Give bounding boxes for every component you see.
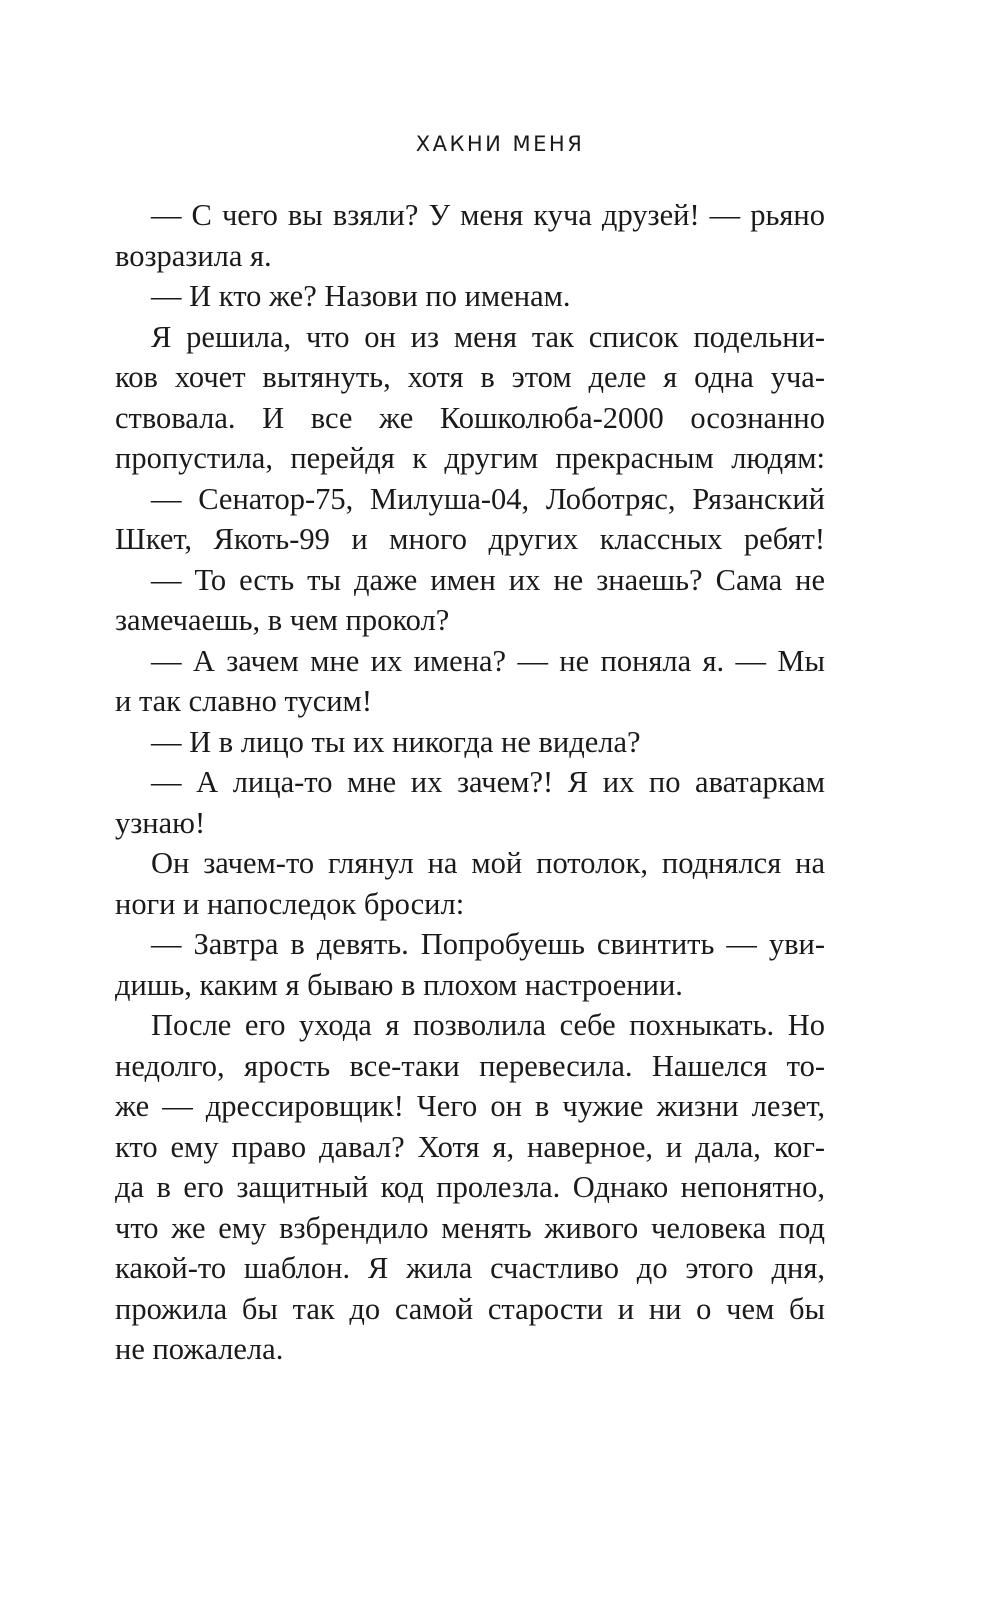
text-line: — А зачем мне их имена? — не поняла я. — Мы [151,643,825,678]
text-line: узнаю! [115,805,206,840]
text-line: дишь, каким я бываю в плохом настроении. [115,967,683,1002]
text-line: же — дрессировщик! Чего он в чужие жизни лезет, [115,1089,825,1123]
text-line: замечаешь, в чем прокол? [115,603,450,637]
body-text [115,195,825,1370]
text-line: какой-то шаблон. Я жила счастливо до этого дня, [115,1251,825,1285]
text-line: — С чего вы взяли? У меня куча друзей! — рьяно [151,198,825,232]
text-line: Шкет, Якоть-99 и много других классных ребят! [115,522,825,556]
text-line: ствовала. И все же Кошколюба-2000 осознанно [115,400,825,435]
text-line: не пожалела. [115,1332,284,1366]
text-line: Он зачем-то глянул на мой потолок, поднялся на [151,846,825,880]
text-line: — Сенатор-75, Милуша-04, Лоботряс, Рязанский [151,481,825,516]
text-line: да в его защитный код пролезла. Однако непонятно, [115,1170,825,1204]
running-title: ХАКНИ МЕНЯ [415,132,585,156]
text-line: ноги и напоследок бросил: [115,886,465,921]
text-line: возразила я. [115,238,272,273]
text-line: — И в лицо ты их никогда не видела? [151,724,641,759]
text-line: — И кто же? Назови по именам. [151,279,571,313]
text-line: и так славно тусим! [115,684,373,718]
text-line: После его ухода я позволила себе похныкать. Но [151,1008,825,1042]
text-line: — То есть ты даже имен их не знаешь? Сама не [151,562,825,597]
text-line: кто ему право давал? Хотя я, наверное, и дала, ког- [115,1129,825,1164]
text-line: — Завтра в девять. Попробуешь свинтить — уви- [151,927,825,961]
text-line: ков хочет вытянуть, хотя в этом деле я одна уча- [115,360,825,394]
text-line: прожила бы так до самой старости и ни о чем бы [115,1291,825,1326]
text-line: что же ему взбрендило менять живого человека под [115,1210,825,1245]
text-line: — А лица-то мне их зачем?! Я их по аватаркам [151,765,825,799]
text-line: недолго, ярость все-таки перевесила. Нашелся то- [115,1048,825,1083]
text-line: пропустила, перейдя к другим прекрасным людям: [115,441,825,475]
text-line: Я решила, что он из меня так список подельни- [151,319,825,354]
